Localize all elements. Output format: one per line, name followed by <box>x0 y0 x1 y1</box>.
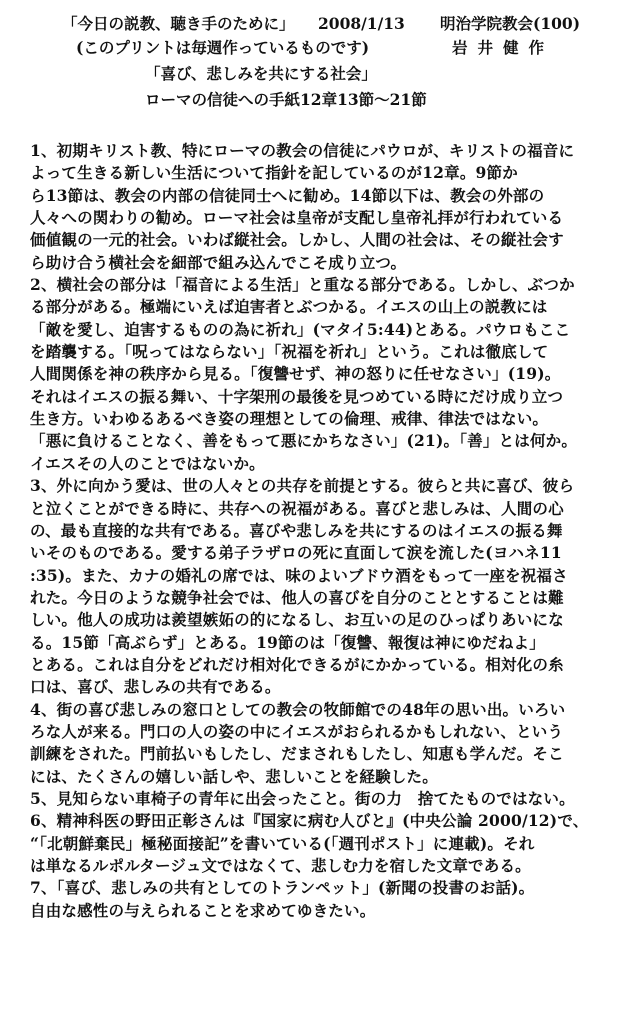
paragraph-6 <box>30 810 620 877</box>
paragraph-line: には、たくさんの嬉しい話しや、悲しいことを経験した。 <box>30 766 438 786</box>
paragraph-line: 「敵を愛し、迫害するものの為に祈れ」(マタイ5:44)とある。パウロもここ <box>30 319 571 339</box>
sermon-date: 2008/1/13 <box>318 14 405 33</box>
paragraph-line: 価値観の一元的社会。いわば縦社会。しかし、人間の社会は、その縦社会す <box>30 230 564 250</box>
paragraph-1 <box>30 140 620 274</box>
paragraph-line: 2、横社会の部分は「福音による生活」と重なる部分である。しかし、ぶつか <box>30 275 575 295</box>
paragraph-line: 口は、喜び、悲しみの共有である。 <box>30 677 281 697</box>
church-name: 明治学院教会(100) <box>440 14 581 33</box>
paragraph-line: 生き方。いわゆるあるべき姿の理想としての倫理、戒律、律法ではない。 <box>30 409 549 429</box>
paragraph-line: :35)。また、カナの婚礼の席では、味のよいブドウ酒をもって一座を祝福さ <box>30 565 568 585</box>
paragraph-line: よって生きる新しい生活について指針を記しているのが12章。9節か <box>30 163 518 183</box>
paragraph-5 <box>30 788 620 810</box>
paragraph-line: ら13節は、教会の内部の信徒同士へに勧め。14節以下は、教会の外部の <box>30 185 545 205</box>
paragraph-line: それはイエスの振る舞い、十字架刑の最後を見つめている時にだけ成り立つ <box>30 386 564 406</box>
paragraph-line: 6、精神科医の野田正彰さんは『国家に病む人びと』(中央公論 2000/12)で、 <box>30 811 589 831</box>
paragraph-line: 1、初期キリスト教、特にローマの教会の信徒にパウロが、キリストの福音に <box>30 141 575 160</box>
paragraph-line: 4、街の喜び悲しみの窓口としての教会の牧師館での48年の思い出。いろい <box>30 699 566 719</box>
paragraph-2 <box>30 274 620 475</box>
paragraph-line: の、最も直接的な共有である。喜びや悲しみを共にするのはイエスの振る舞 <box>30 520 563 540</box>
print-note: (このプリントは毎週作っているものです) <box>76 38 370 57</box>
author-name: 岩井健作 <box>452 38 555 57</box>
paragraph-line: ら助け合う横社会を細部で組み込んでこそ成り立つ。 <box>30 252 407 272</box>
paragraph-7 <box>30 877 620 922</box>
paragraph-line: ろな人が来る。門口の人の姿の中にイエスがおられるかもしれない、という <box>30 721 564 741</box>
paragraph-line: 5、見知らない車椅子の青年に出会ったこと。街の力 捨てたものではない。 <box>30 788 575 808</box>
paragraph-line: 3、外に向かう愛は、世の人々との共存を前提とする。彼らと共に喜び、彼ら <box>30 476 575 496</box>
paragraph-line: いそのものである。愛する弟子ラザロの死に直面して涙を流した(ヨハネ11 <box>30 543 562 563</box>
scripture-reference: ローマの信徒への手紙12章13節〜21節 <box>145 90 427 109</box>
paragraph-line: とある。これは自分をどれだけ相対化できるがにかかっている。相対化の糸 <box>30 654 564 674</box>
paragraph-line: る。15節「高ぶらず」とある。19節のは「復讐、報復は神にゆだねよ」 <box>30 632 545 652</box>
document-header <box>0 0 637 120</box>
paragraph-line: 人間関係を神の秩序から見る。「復讐せず、神の怒りに任せなさい」(19)。 <box>30 364 561 384</box>
paragraph-line: 自由な感性の与えられることを求めてゆきたい。 <box>30 900 376 920</box>
paragraph-line: を踏襲する。「呪ってはならない」「祝福を祈れ」という。これは徹底して <box>30 342 549 362</box>
paragraph-line: は単なるルポルタージュ文ではなくて、悲しむ力を宿した文章である。 <box>30 856 531 875</box>
paragraph-line: れた。今日のような競争社会では、他人の喜びを自分のこととすることは難 <box>30 587 564 607</box>
paragraph-line: イエスその人のことではないか。 <box>30 453 265 473</box>
paragraph-line: 7、「喜び、悲しみの共有としてのトランペット」(新聞の投書のお話)。 <box>30 878 535 898</box>
paragraph-line: しい。他人の成功は羨望嫉妬の的になるし、お互いの足のひっぱりあいにな <box>30 610 564 630</box>
paragraph-line: る部分がある。極端にいえば迫害者とぶつかる。イエスの山上の説教には <box>30 297 548 317</box>
paragraph-3 <box>30 475 620 698</box>
sermon-title: 「喜び、悲しみを共にする社会」 <box>145 64 377 83</box>
paragraph-line: と泣くことができる時に、共存への祝福がある。喜びと悲しみは、人間の心 <box>30 498 564 518</box>
paragraph-line: 「悪に負けることなく、善をもって悪にかちなさい」(21)。「善」とは何か。 <box>30 431 578 451</box>
sermon-body <box>30 140 620 922</box>
series-title: 「今日の説教、聴き手のために」 <box>62 14 295 33</box>
paragraph-line: “「北朝鮮棄民」極秘面接記”を書いている(「週刊ポスト」に連載)。それ <box>30 833 535 853</box>
paragraph-line: 人々への関わりの勧め。ローマ社会は皇帝が支配し皇帝礼拝が行われている <box>30 208 564 228</box>
paragraph-line: 訓練をされた。門前払いもしたし、だまされもしたし、知恵も学んだ。そこ <box>30 744 564 764</box>
paragraph-4 <box>30 699 620 788</box>
